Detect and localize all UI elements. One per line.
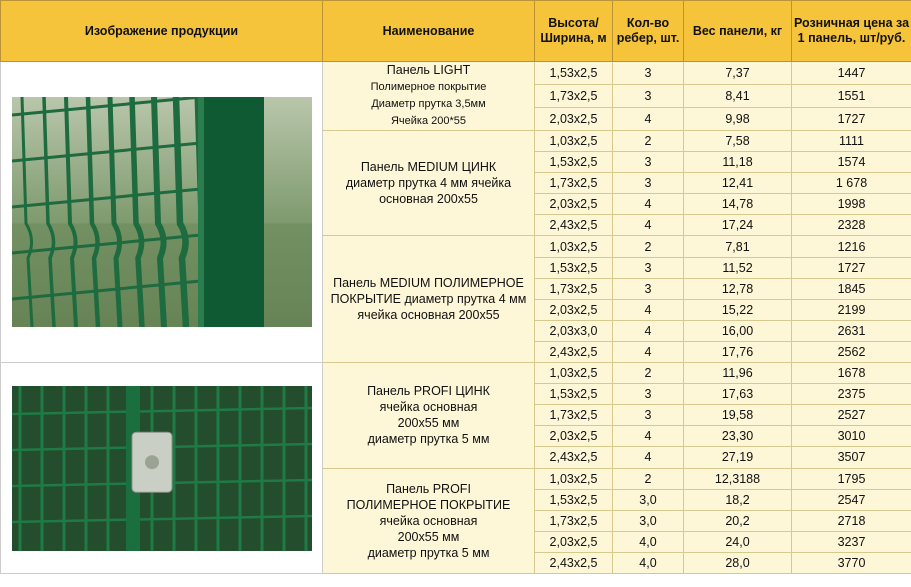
fence-panel-bracket-photo <box>12 386 312 551</box>
product-name-line: диаметр прутка 5 мм <box>367 545 490 560</box>
header-ribs: Кол-во ребер, шт. <box>613 1 684 62</box>
cell-price: 1727 <box>792 108 911 131</box>
cell-price: 3010 <box>792 426 911 447</box>
cell-weight: 19,58 <box>684 405 792 426</box>
cell-price: 2718 <box>792 510 911 531</box>
product-name-line: Панель MEDIUM ПОЛИМЕРНОЕ <box>333 276 524 291</box>
product-name-line: Панель LIGHT <box>386 63 471 77</box>
table-row <box>1 363 911 384</box>
table-row <box>1 62 911 85</box>
cell-size: 1,53x2,5 <box>535 489 613 510</box>
cell-ribs: 3,0 <box>613 510 684 531</box>
header-row <box>1 1 911 62</box>
product-name-line: ячейка основная <box>379 513 478 528</box>
cell-price: 1998 <box>792 194 911 215</box>
product-name <box>323 236 535 363</box>
cell-price: 1447 <box>792 62 911 85</box>
cell-size: 2,03x3,0 <box>535 320 613 341</box>
cell-price: 2562 <box>792 341 911 362</box>
cell-ribs: 4 <box>613 299 684 320</box>
cell-ribs: 3 <box>613 405 684 426</box>
cell-ribs: 4 <box>613 320 684 341</box>
cell-ribs: 4 <box>613 341 684 362</box>
cell-price: 2631 <box>792 320 911 341</box>
cell-weight: 15,22 <box>684 299 792 320</box>
cell-price: 2375 <box>792 384 911 405</box>
cell-size: 2,03x2,5 <box>535 194 613 215</box>
product-name-line: Диаметр прутка 3,5мм <box>371 98 486 110</box>
header-image: Изображение продукции <box>1 1 323 62</box>
header-price: Розничная цена за 1 панель, шт/руб. <box>792 1 911 62</box>
product-name-line: Панель PROFI ЦИНК <box>367 384 490 399</box>
product-name-line: ПОКРЫТИЕ диаметр прутка 4 мм <box>330 292 527 307</box>
cell-size: 1,73x2,5 <box>535 405 613 426</box>
cell-ribs: 3 <box>613 257 684 278</box>
cell-weight: 7,81 <box>684 236 792 257</box>
cell-size: 1,73x2,5 <box>535 510 613 531</box>
cell-ribs: 4 <box>613 194 684 215</box>
cell-weight: 17,24 <box>684 215 792 236</box>
product-name-line: Панель PROFI <box>386 481 471 496</box>
cell-ribs: 4 <box>613 215 684 236</box>
product-name-line: диаметр прутка 4 мм ячейка <box>345 176 512 191</box>
cell-price: 3507 <box>792 447 911 468</box>
cell-size: 2,03x2,5 <box>535 531 613 552</box>
cell-ribs: 3 <box>613 62 684 85</box>
cell-ribs: 2 <box>613 236 684 257</box>
cell-ribs: 3,0 <box>613 489 684 510</box>
cell-weight: 28,0 <box>684 552 792 573</box>
cell-weight: 11,96 <box>684 363 792 384</box>
header-size: Высота/ Ширина, м <box>535 1 613 62</box>
product-name-line: Ячейка 200*55 <box>390 115 467 127</box>
cell-price: 2527 <box>792 405 911 426</box>
cell-weight: 9,98 <box>684 108 792 131</box>
cell-ribs: 4 <box>613 108 684 131</box>
product-name-line: ячейка основная 200x55 <box>357 308 500 323</box>
product-name-line: 200x55 мм <box>397 416 460 431</box>
cell-size: 2,03x2,5 <box>535 426 613 447</box>
cell-price: 1845 <box>792 278 911 299</box>
cell-weight: 20,2 <box>684 510 792 531</box>
cell-size: 1,03x2,5 <box>535 131 613 152</box>
cell-price: 1216 <box>792 236 911 257</box>
product-image-cell <box>1 363 323 574</box>
cell-weight: 12,3188 <box>684 468 792 489</box>
product-image-cell <box>1 62 323 363</box>
cell-ribs: 2 <box>613 131 684 152</box>
cell-size: 1,53x2,5 <box>535 152 613 173</box>
cell-size: 1,53x2,5 <box>535 257 613 278</box>
cell-price: 1551 <box>792 85 911 108</box>
cell-ribs: 3 <box>613 85 684 108</box>
cell-weight: 18,2 <box>684 489 792 510</box>
cell-size: 1,03x2,5 <box>535 363 613 384</box>
product-name-line: Панель MEDIUM ЦИНК <box>360 160 497 175</box>
cell-ribs: 3 <box>613 384 684 405</box>
cell-ribs: 4,0 <box>613 531 684 552</box>
cell-ribs: 4,0 <box>613 552 684 573</box>
cell-size: 1,73x2,5 <box>535 85 613 108</box>
cell-size: 1,53x2,5 <box>535 384 613 405</box>
cell-weight: 7,37 <box>684 62 792 85</box>
cell-size: 1,53x2,5 <box>535 62 613 85</box>
cell-weight: 27,19 <box>684 447 792 468</box>
cell-weight: 16,00 <box>684 320 792 341</box>
cell-price: 1727 <box>792 257 911 278</box>
cell-weight: 23,30 <box>684 426 792 447</box>
cell-price: 1678 <box>792 363 911 384</box>
cell-size: 2,03x2,5 <box>535 299 613 320</box>
cell-ribs: 3 <box>613 173 684 194</box>
product-name-line: ПОЛИМЕРНОЕ ПОКРЫТИЕ <box>346 497 511 512</box>
cell-size: 1,73x2,5 <box>535 278 613 299</box>
cell-weight: 12,78 <box>684 278 792 299</box>
cell-price: 2328 <box>792 215 911 236</box>
header-weight: Вес панели, кг <box>684 1 792 62</box>
product-name-line: 200x55 мм <box>397 529 460 544</box>
cell-weight: 11,52 <box>684 257 792 278</box>
cell-price: 2199 <box>792 299 911 320</box>
cell-size: 1,03x2,5 <box>535 236 613 257</box>
cell-ribs: 2 <box>613 468 684 489</box>
cell-ribs: 4 <box>613 447 684 468</box>
cell-price: 1 678 <box>792 173 911 194</box>
cell-price: 1111 <box>792 131 911 152</box>
cell-price: 1574 <box>792 152 911 173</box>
product-name <box>323 131 535 236</box>
product-name-line: диаметр прутка 5 мм <box>367 432 490 447</box>
product-name <box>323 468 535 573</box>
table-body <box>1 62 911 574</box>
product-name-line: Полимерное покрытие <box>370 81 487 93</box>
header-name: Наименование <box>323 1 535 62</box>
cell-ribs: 2 <box>613 363 684 384</box>
cell-size: 1,03x2,5 <box>535 468 613 489</box>
cell-weight: 11,18 <box>684 152 792 173</box>
cell-weight: 8,41 <box>684 85 792 108</box>
cell-size: 2,43x2,5 <box>535 341 613 362</box>
cell-size: 2,43x2,5 <box>535 447 613 468</box>
product-name <box>323 363 535 468</box>
cell-weight: 7,58 <box>684 131 792 152</box>
product-name <box>323 62 535 131</box>
cell-weight: 12,41 <box>684 173 792 194</box>
cell-weight: 14,78 <box>684 194 792 215</box>
cell-price: 2547 <box>792 489 911 510</box>
cell-price: 3237 <box>792 531 911 552</box>
cell-size: 1,73x2,5 <box>535 173 613 194</box>
product-name-line: основная 200x55 <box>379 192 478 207</box>
fence-panel-curved-photo <box>12 97 312 327</box>
cell-weight: 17,76 <box>684 341 792 362</box>
cell-size: 2,43x2,5 <box>535 552 613 573</box>
product-name-line: ячейка основная <box>379 400 478 415</box>
cell-ribs: 3 <box>613 278 684 299</box>
cell-price: 1795 <box>792 468 911 489</box>
cell-weight: 17,63 <box>684 384 792 405</box>
cell-price: 3770 <box>792 552 911 573</box>
cell-size: 2,43x2,5 <box>535 215 613 236</box>
cell-weight: 24,0 <box>684 531 792 552</box>
cell-ribs: 4 <box>613 426 684 447</box>
cell-size: 2,03x2,5 <box>535 108 613 131</box>
cell-ribs: 3 <box>613 152 684 173</box>
